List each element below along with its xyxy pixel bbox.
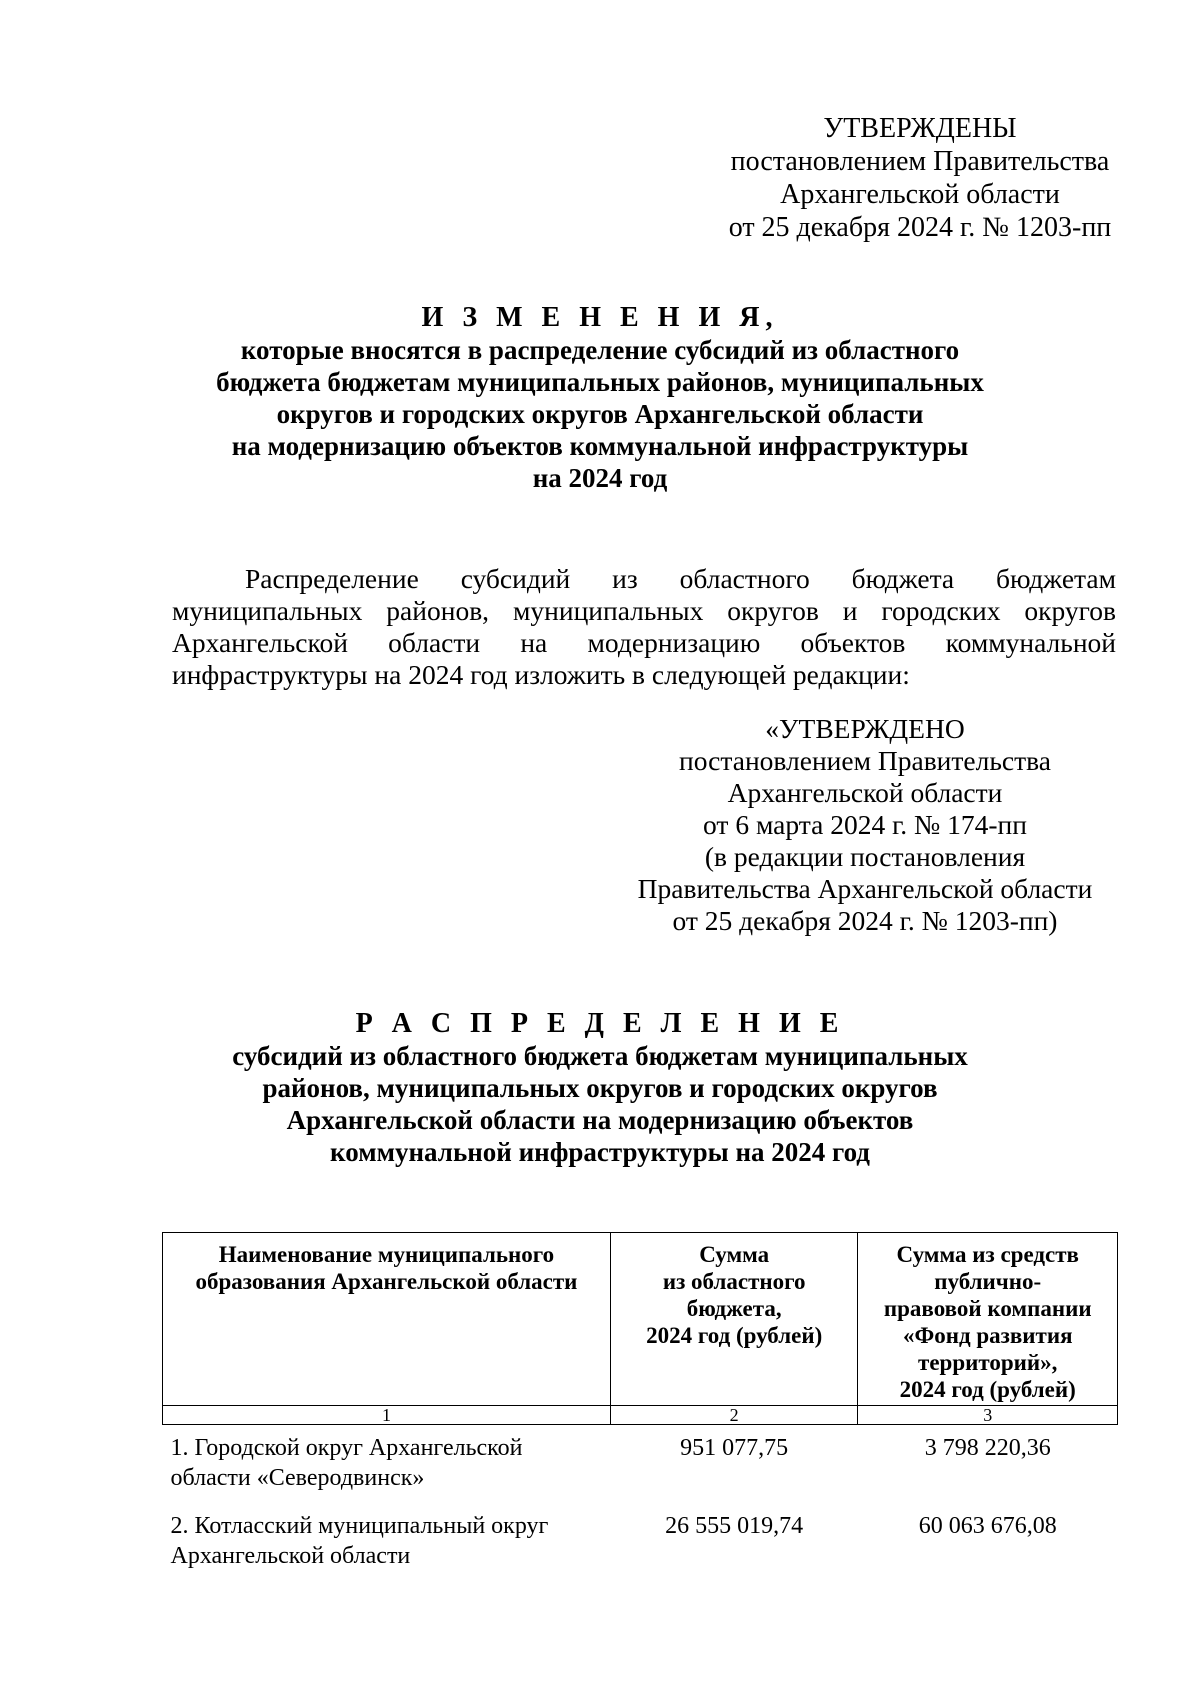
approved-quote-line-4: (в редакции постановления — [704, 841, 1026, 872]
body-paragraph: Распределение субсидий из областного бюджета бюджетам муниципальных районов, муниципальных округов и городских округов Архангельской области на модернизацию объектов коммунальной инфраструктуры на 2024 год изложить в следующей редакции: — [172, 563, 1116, 690]
header-municipality-line-2: образования Архангельской области — [195, 1269, 578, 1294]
distribution-heading-line-4: коммунальной инфраструктуры на 2024 год — [330, 1137, 870, 1167]
approval-line-2: Архангельской области — [780, 179, 1060, 210]
column-number-1: 1 — [163, 1406, 611, 1425]
header-regional-budget — [610, 1233, 858, 1406]
municipality-name — [163, 1425, 611, 1504]
approved-quote-line-1: постановлением Правительства — [679, 745, 1051, 776]
column-number-2: 2 — [610, 1406, 858, 1425]
municipality-name-line-1: 2. Котласский муниципальный округ — [170, 1513, 549, 1539]
header-fund-line-4: «Фонд развития — [902, 1323, 1073, 1348]
distribution-heading-title: Р А С П Р Е Д Е Л Е Н И Е — [355, 1008, 845, 1039]
header-fund-line-6: 2024 год (рублей) — [899, 1377, 1076, 1402]
header-regional-line-4: 2024 год (рублей) — [646, 1323, 823, 1348]
distribution-heading — [200, 1008, 1000, 1168]
changes-heading-line-2: бюджета бюджетам муниципальных районов, муниципальных — [216, 367, 984, 397]
fund-amount: 60 063 676,08 — [918, 1513, 1057, 1539]
approval-stamp — [700, 112, 1140, 244]
approved-quote-line-2: Архангельской области — [727, 777, 1003, 808]
header-regional-line-1: Сумма — [699, 1242, 770, 1267]
changes-heading-line-4: на модернизацию объектов коммунальной инфраструктуры — [231, 431, 969, 461]
header-fund-line-5: территорий», — [918, 1350, 1058, 1375]
changes-heading-line-3: округов и городских округов Архангельской области — [276, 399, 924, 429]
municipality-name-line-1: 1. Городской округ Архангельской — [170, 1435, 523, 1461]
column-number-row — [163, 1406, 1118, 1425]
table-row — [163, 1503, 1118, 1581]
distribution-heading-line-3: Архангельской области на модернизацию объектов — [286, 1105, 914, 1135]
regional-amount: 951 077,75 — [680, 1435, 789, 1461]
changes-heading-title: И З М Е Н Е Н И Я, — [421, 302, 779, 333]
header-municipality — [163, 1233, 611, 1406]
changes-heading — [200, 302, 1000, 494]
header-fund-line-1: Сумма из средств — [896, 1242, 1079, 1267]
municipality-name-line-2: области «Северодвинск» — [170, 1465, 425, 1491]
table-header-row — [163, 1233, 1118, 1406]
approved-quote-block — [620, 713, 1110, 937]
header-regional-line-2: из областного — [662, 1269, 806, 1294]
header-fund-line-3: правовой компании — [883, 1296, 1092, 1321]
approved-quote-line-6: от 25 декабря 2024 г. № 1203-пп) — [672, 905, 1058, 936]
table-row — [163, 1425, 1118, 1504]
header-regional-line-3: бюджета, — [686, 1296, 782, 1321]
approved-quote-title: «УТВЕРЖДЕНО — [765, 713, 965, 744]
distribution-table — [162, 1232, 1118, 1581]
municipality-name — [163, 1503, 611, 1581]
header-municipality-line-1: Наименование муниципального — [218, 1242, 555, 1267]
approved-quote-line-3: от 6 марта 2024 г. № 174-пп — [703, 809, 1027, 840]
distribution-heading-line-2: районов, муниципальных округов и городских округов — [262, 1073, 938, 1103]
fund-amount: 3 798 220,36 — [924, 1435, 1051, 1461]
changes-heading-line-5: на 2024 год — [532, 463, 668, 493]
header-fund — [858, 1233, 1118, 1406]
approval-title: УТВЕРЖДЕНЫ — [823, 113, 1017, 144]
approval-line-3: от 25 декабря 2024 г. № 1203-пп — [728, 212, 1112, 243]
municipality-name-line-2: Архангельской области — [170, 1543, 411, 1569]
changes-heading-line-1: которые вносятся в распределение субсидий из областного — [240, 335, 960, 365]
header-fund-line-2: публично- — [934, 1269, 1042, 1294]
distribution-heading-line-1: субсидий из областного бюджета бюджетам муниципальных — [232, 1041, 968, 1071]
approval-line-1: постановлением Правительства — [730, 146, 1110, 177]
column-number-3: 3 — [858, 1406, 1118, 1425]
approved-quote-line-5: Правительства Архангельской области — [637, 873, 1093, 904]
regional-amount: 26 555 019,74 — [665, 1513, 804, 1539]
